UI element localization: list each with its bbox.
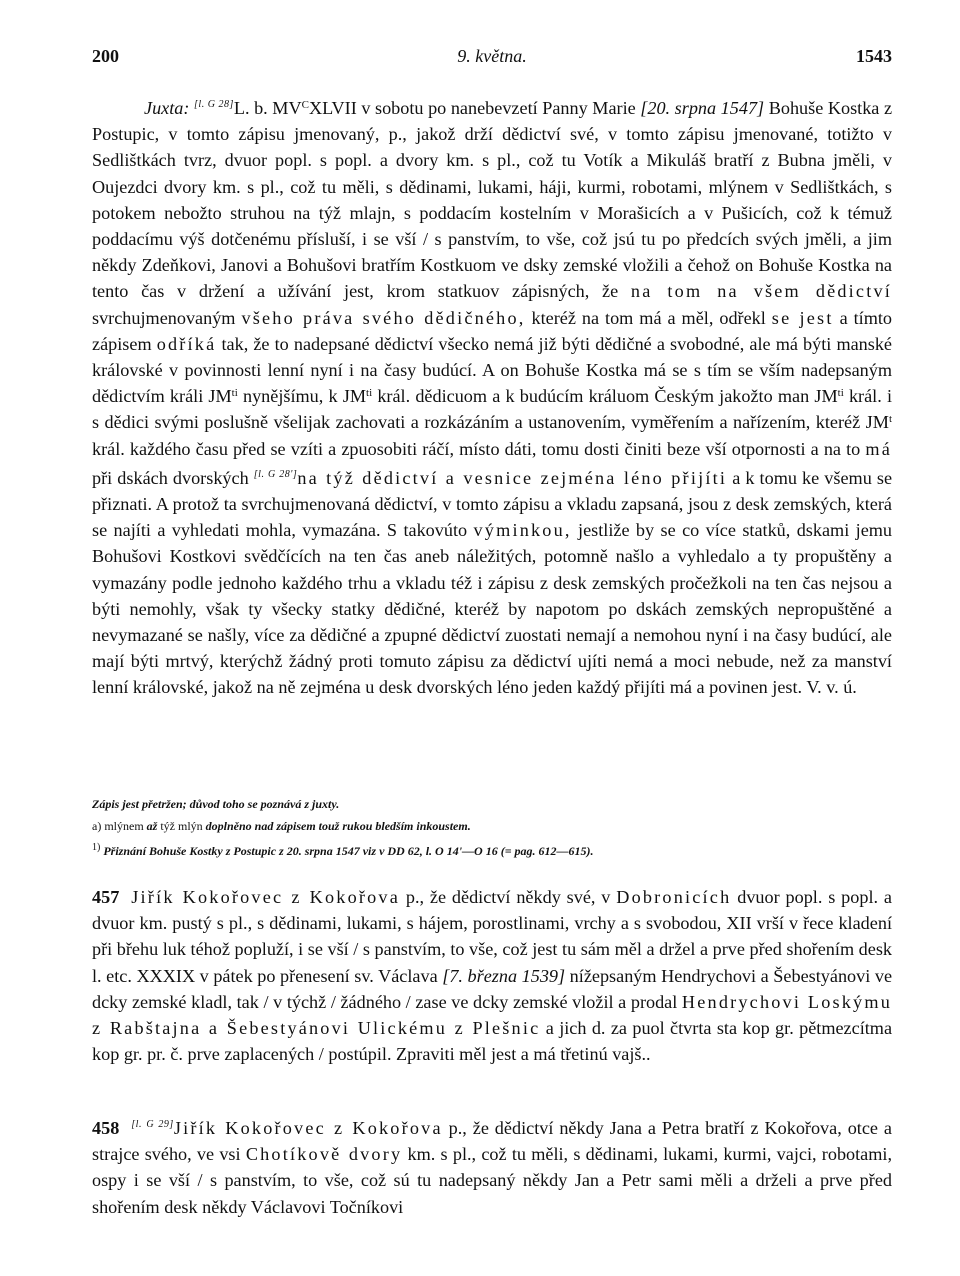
body-text: p., že dědictví někdy své, v (405, 887, 611, 907)
body-text: svrchujmenovaným (92, 307, 236, 328)
superscript: ti (231, 387, 238, 400)
juxta-label: Juxta: (144, 98, 190, 118)
spaced-text: Jiřík Kokořovec z Kokořova (173, 1118, 443, 1138)
footnote-1 (92, 838, 892, 861)
spaced-text: všeho práva svého dědičného, (241, 307, 526, 328)
body-text: při dskách dvorských (92, 467, 249, 488)
date-bracket: [7. března 1539] (442, 965, 566, 986)
spaced-text: odříká (156, 333, 217, 354)
body-text: a k tomu ke všemu se přiznati. A protož ta svrchujmenovaná dědictví, v tomto zápisu a vkladu zapsaná, jsou z desk zemských, která se najíti a vyhledati mohla, vymazána. S takovúto (92, 467, 893, 541)
entry-paragraph (92, 884, 892, 1067)
body-text: král. každého času před se vzíti a zpuosobiti ráčí, místo dáti, tomu dosti činiti beze vší otpornosti a na to (92, 438, 861, 459)
margin-reference: [l. G 28] (194, 99, 234, 110)
note-text: týž mlýn (160, 819, 203, 833)
page-header (92, 46, 892, 70)
body-text: Bohuše Kostka z Postupic, v tomto zápisu jmenovaný, p., jakož drží dědictví své, v tomto zápisu jmenované, totižto v Sedlištkách tvrz, dvuor popl. s popl. a dvory km. s pl., což tu Votík a Mikuláš bratří z Bubna jměli, v Oujezdci dvory km. s pl., což tu měli, s dědinami, lukami, háji, kurmi, robotami, mlýnem v Sedlištkách, s potokem nebožto struhou na týž mlajn, s poddacím kostelním v Morašicích a v Pušicích, což k témuž poddacímu výš dotčenému přísluší, i se vší / s panstvím, to vše, což jsú tu po předcích svých jměli, a jim někdy Zdeňkovi, Janovi a Bohušovi bratřím Kostkuom ve dsky zemské vložili a čehož on Bohuše Kostka na tento čas v držení a užívání jest, krom statkuov zápisných, že (92, 98, 893, 302)
entry-1543-continued (92, 92, 892, 701)
note-a (92, 816, 892, 836)
spaced-text: výminkou, (473, 520, 572, 541)
footnote-label: 1) (92, 842, 101, 853)
entry-458 (92, 1112, 892, 1220)
page-number: 200 (92, 46, 119, 66)
spaced-text: Jiřík Kokořovec z Kokořova (131, 887, 400, 907)
entry-number: 457 (92, 887, 120, 907)
superscript: ti (837, 387, 844, 400)
entry-paragraph (92, 92, 892, 701)
spaced-text: na tom na všem dědictví (630, 281, 893, 302)
body-text: král. dědicuom a k budúcím králuom Českým jakožto man JM (377, 386, 838, 407)
body-text: nížepsaným Hendrychovi a Šebestyánovi ve dcky zemské kladl, tak / v týchž / žádného / zase ve dcky zemské vložil a prodal (92, 965, 893, 1012)
margin-reference: [l. G 29] (131, 1119, 174, 1130)
spaced-text: má (865, 438, 892, 459)
body-text: nynějšímu, k JM (242, 386, 367, 407)
body-text: a tímto zápisem (92, 307, 893, 354)
date-bracket: [20. srpna 1547] (640, 98, 765, 118)
body-text: kteréž na tom má a měl, odřekl (531, 307, 766, 328)
spaced-text: Chotíkově dvory (245, 1144, 403, 1165)
spaced-text: na týž dědictví a vesnice zejména léno přijíti (297, 467, 728, 488)
spaced-text: Hendrychovi Loskýmu z Rabštajna a Šebestyánovi Ulickému z Plešnic (92, 991, 892, 1039)
note-label: a) (92, 819, 102, 833)
date-text: L. b. MV (233, 98, 302, 118)
body-text: km. s pl., což tu měli, s dědinami, lukami, kurmi, vajci, robotami, ospy i se vší / s panstvím, to vše, což sú tu nadepsaný někdy Jan a Petr sami měli a drželi a prve před shořením desk někdy Václavovi Točníkovi (92, 1144, 893, 1217)
note-juxta: Zápis jest přetržen; důvod toho se poznává z juxty. (92, 797, 340, 811)
margin-reference: [l. G 28'] (253, 468, 298, 480)
apparatus-notes (92, 794, 892, 863)
body-text: p., že dědictví někdy Jana a Petra bratří z Kokořova, otce a strajce svého, ve vsi (92, 1118, 892, 1165)
spaced-text: se jest (771, 307, 834, 328)
entry-457 (92, 884, 892, 1067)
superscript: C (301, 99, 309, 111)
note-text: až (146, 819, 158, 833)
note-text: doplněno nad zápisem touž rukou bledším inkoustem. (205, 819, 471, 833)
body-text: král. i s dědici svými poslušně všelijak zachovati a rozkázáním a ustanovením, vyměřením a nařízením, kteréž JM (92, 386, 893, 433)
note-text: mlýnem (104, 819, 144, 833)
body-text: a jich d. za puol čtvrta sta kop gr. pětmezcítma kop gr. pr. č. prve zaplacených / postúpil. Zpraviti měl jest a má třetinú vajš.. (92, 1018, 893, 1065)
footnote-text: Přiznání Bohuše Kostky z Postupic z 20. srpna 1547 viz v DD 62, l. O 14'—O 16 (= pag. 612—615). (103, 844, 594, 858)
record-number: 1543 (856, 46, 892, 66)
superscript: ti (366, 387, 373, 400)
running-date: 9. května. (457, 46, 527, 66)
body-text: dvuor popl. s popl. a dvuor km. pustý s pl., s dědinami, lukami, s hájem, porostlinami, vrchy a s svobodou, XII vrší v řece kladení při břehu luk téhož popluží, i se vší / s panstvím, to vše, což jest tu sám měl a držel a prve před shořením desk l. etc. XXXIX v pátek po přenesení sv. Václava (92, 887, 892, 986)
body-text: tak, že to nadepsané dědictví všecko nemá již býti dědičné a svobodné, ale má býti manské královské v povinnosti lenní nyní i na časy budúcí. A on Bohuše Kostka má se s tím se vším nadepsaným dědictvím králi JM (92, 333, 892, 407)
entry-paragraph (92, 1112, 892, 1220)
date-text: XLVII v sobotu po nanebevzetí Panny Marie (308, 98, 636, 118)
entry-number: 458 (92, 1118, 120, 1138)
body-text: jestliže by se co více statků, dskami jemu Bohušovi Kostkovi svědčících na ten čas aneb náležitých, potomně našlo a vyhledalo a ty propuštěny a vymazány podle jednoho každého trhu a vkladu též i zápisu z desk zemských pročežkoli na ten čas nejsou a býti nemohly, však ty všecky statky dědičné, kteréž by napotom po dskách zemských nepropuštěné a nevymazané se našly, více za dědičné a zpupné dědictví zuostati nemají a nemohou nyní i na časy budúcí, ale mají býti mrtvý, kterýchž žádný proti tomuto zápisu za dědictví ujíti nemá a moci nebude, než za manství lenní královské, jakož na ně zejména u desk dvorských léno jeden každý přijíti má a povinen jest. V. v. ú. (92, 520, 893, 698)
spaced-text: Dobronicích (616, 887, 732, 907)
superscript: t (888, 413, 892, 426)
